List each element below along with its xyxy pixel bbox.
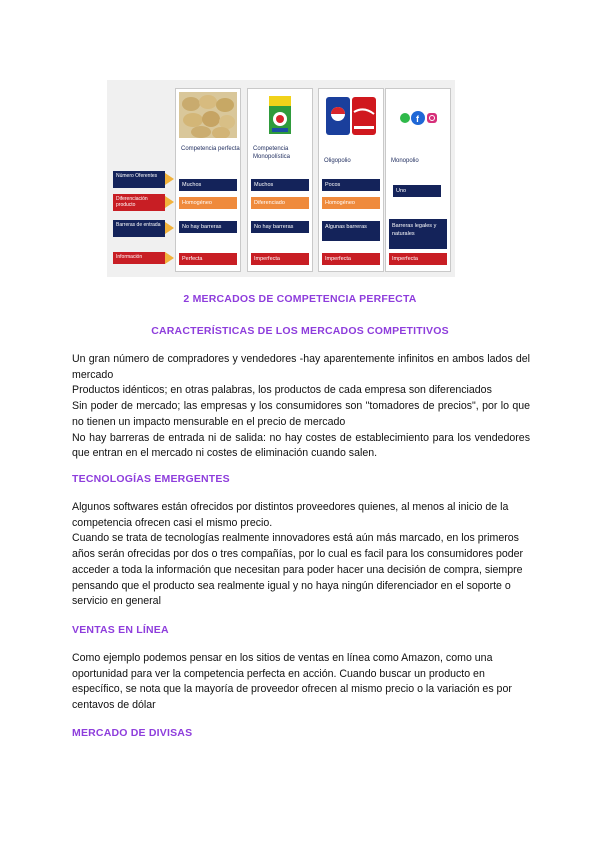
paragraph: Cuando se trata de tecnologías realmente innovadores está aún más marcado, en los primeros años serán ofrecidas por dos o tres compañías, por lo cual es facil para los consumidores poder acceder a toda la información que necesitan para poder hacer una decisión de compra, siempre pensando que el producto sea realmente igual y no haya ningún diferenciador en el soporte o servicio en general [72,532,524,608]
arrow-icon [165,173,174,185]
cell-oferentes: Uno [393,185,441,197]
column-title: Monopolio [391,158,419,164]
cell-diferenciacion: Diferenciado [251,197,309,209]
cell-informacion: Perfecta [179,253,237,265]
potatoes-image [179,92,237,138]
column-title: Competencia Monopolística [253,146,291,160]
cell-oferentes: Pocos [322,179,380,191]
column-title: Competencia perfecta [181,146,240,152]
column-competencia-monopolistica [247,88,313,272]
characteristics-list [72,352,530,462]
row-label-barreras: Barreras de entrada [113,220,165,237]
row-label-informacion: Información [113,252,165,264]
cell-informacion: Imperfecta [389,253,447,265]
cell-diferenciacion: Homogéneo [179,197,237,209]
section-title-ventas: VENTAS EN LÍNEA [72,624,169,636]
arrow-icon [165,252,174,264]
characteristic-item: Sin poder de mercado; las empresas y los consumidores son "tomadores de precios", por lo que no tienen un impacto mensurable en el precio de mercado [72,400,530,428]
arrow-icon [165,222,174,234]
column-competencia-perfecta [175,88,241,272]
cell-barreras: No hay barreras [251,221,309,233]
paragraph: Como ejemplo podemos pensar en los sitios de ventas en línea como Amazon, como una oportunidad para ver la competencia perfecta en acción. Cuando buscar un producto en específico, se nota que la mayoría de proveedor ofrecen al mismo precio o la variación es por centavos de dólar [72,652,512,712]
cell-diferenciacion: Homogéneo [322,197,380,209]
section-title-divisas: MERCADO DE DIVISAS [72,727,193,739]
column-title: Oligopolio [324,158,351,164]
main-heading: 2 MERCADOS DE COMPETENCIA PERFECTA [183,293,417,305]
characteristic-item: Un gran número de compradores y vendedores -hay aparentemente infinitos en ambos lados del mercado [72,353,530,381]
section-body-tecnologias [72,500,530,610]
characteristic-item: Productos idénticos; en otras palabras, los productos de cada empresa son diferenciados [72,384,492,397]
cell-oferentes: Muchos [251,179,309,191]
paragraph: Algunos softwares están ofrecidos por distintos proveedores quienes, al menos al inicio de la competencia ofrecen casi el mismo precio. [72,501,509,529]
row-label-diferenciacion: Diferenciación producto [113,194,165,211]
cell-barreras: No hay barreras [179,221,237,233]
market-structures-figure [107,80,455,277]
soda-cans-image [322,92,380,138]
section-title-tecnologias: TECNOLOGÍAS EMERGENTES [72,473,230,485]
detergent-box-image [251,92,309,138]
arrow-icon [165,196,174,208]
column-oligopolio [318,88,384,272]
column-monopolio [385,88,451,272]
cell-informacion: Imperfecta [322,253,380,265]
cell-barreras: Barreras legales y naturales [389,219,447,249]
cell-oferentes: Muchos [179,179,237,191]
section-body-ventas [72,651,530,714]
row-label-oferentes: Número Oferentes [113,171,165,188]
svg-text:f: f [416,114,419,124]
cell-informacion: Imperfecta [251,253,309,265]
cell-barreras: Algunas barreras [322,221,380,241]
social-app-logos-image [389,92,447,138]
characteristic-item: No hay barreras de entrada ni de salida: no hay costes de establecimiento para los vendedores que entran en el mercado ni costes de eliminación cuando salen. [72,431,530,460]
sub-heading: CARACTERÍSTICAS DE LOS MERCADOS COMPETITIVOS [151,325,449,337]
